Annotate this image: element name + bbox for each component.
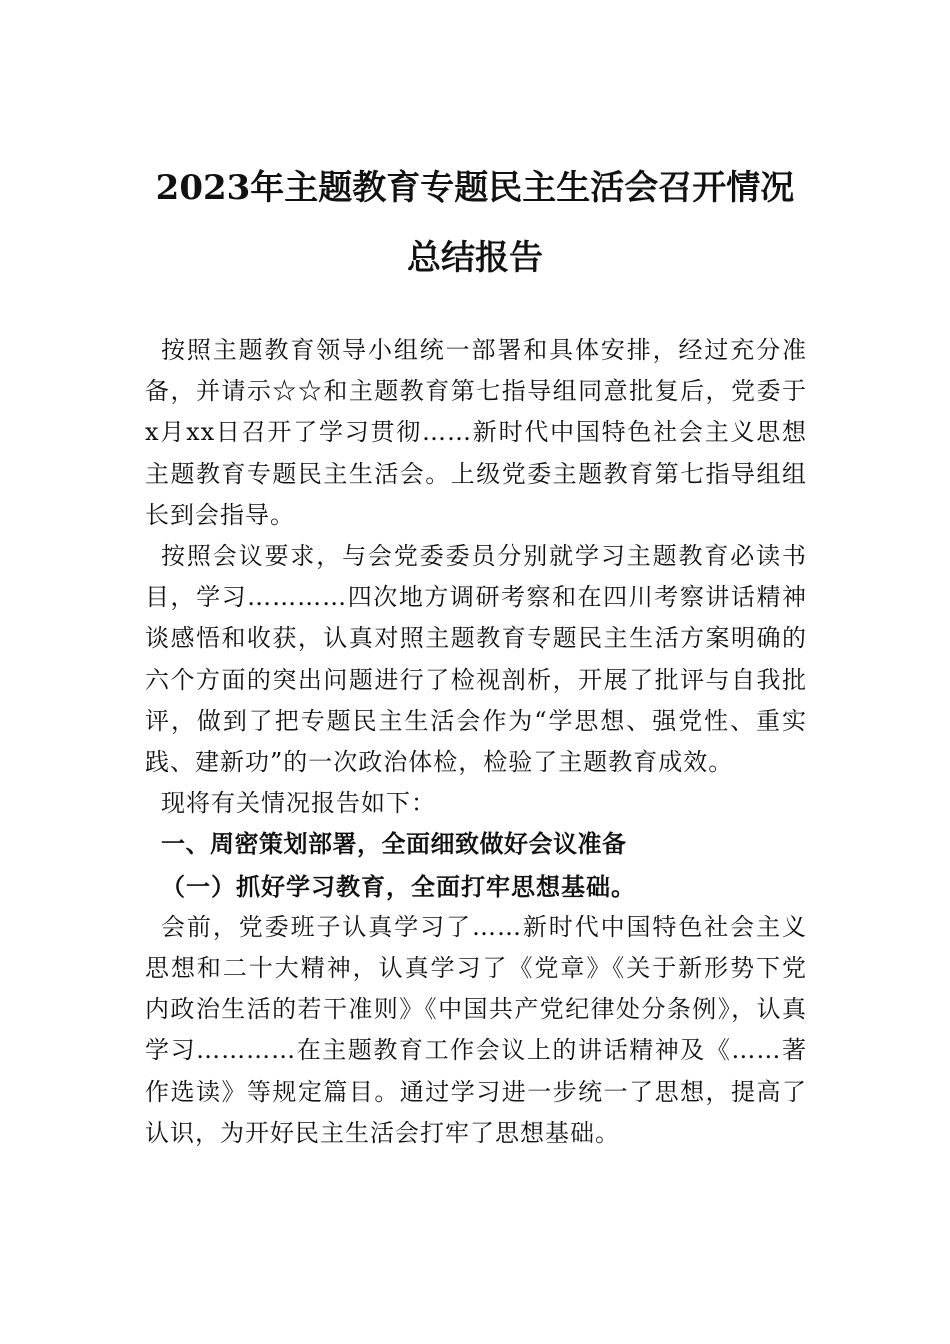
document-title-line-1: 2023年主题教育专题民主生活会召开情况 <box>155 168 795 208</box>
document-body <box>145 330 807 1154</box>
subsection-heading-1: （一）抓好学习教育，全面打牢思想基础。 <box>161 871 636 901</box>
document-title-line-2: 总结报告 <box>407 238 543 278</box>
body-paragraph-4: 会前，党委班子认真学习了……新时代中国特色社会主义思想和二十大精神，认真学习了《党章》《关于新形势下党内政治生活的若干准则》《中国共产党纪律处分条例》，认真学习…………在主题教育工作会议上的讲话精神及《……著作选读》等规定篇目。通过学习进一步统一了思想，提高了认识，为开好民主生活会打牢了思想基础。 <box>145 912 807 1147</box>
body-paragraph-2: 按照会议要求，与会党委委员分别就学习主题教育必读书目，学习…………四次地方调研考察和在四川考察讲话精神谈感悟和收获，认真对照主题教育专题民主生活方案明确的六个方面的突出问题进行了检视剖析，开展了批评与自我批评，做到了把专题民主生活会作为“学思想、强党性、重实践、建新功”的一次政治体检，检验了主题教育成效。 <box>145 542 807 777</box>
body-paragraph-3: 现将有关情况报告如下： <box>161 789 436 818</box>
section-heading-1: 一、周密策划部署，全面细致做好会议准备 <box>161 830 627 859</box>
body-paragraph-1: 按照主题教育领导小组统一部署和具体安排，经过充分准备，并请示☆☆和主题教育第七指导组同意批复后，党委于x月xx日召开了学习贯彻……新时代中国特色社会主义思想主题教育专题民主生活会。上级党委主题教育第七指导组组长到会指导。 <box>145 336 807 529</box>
